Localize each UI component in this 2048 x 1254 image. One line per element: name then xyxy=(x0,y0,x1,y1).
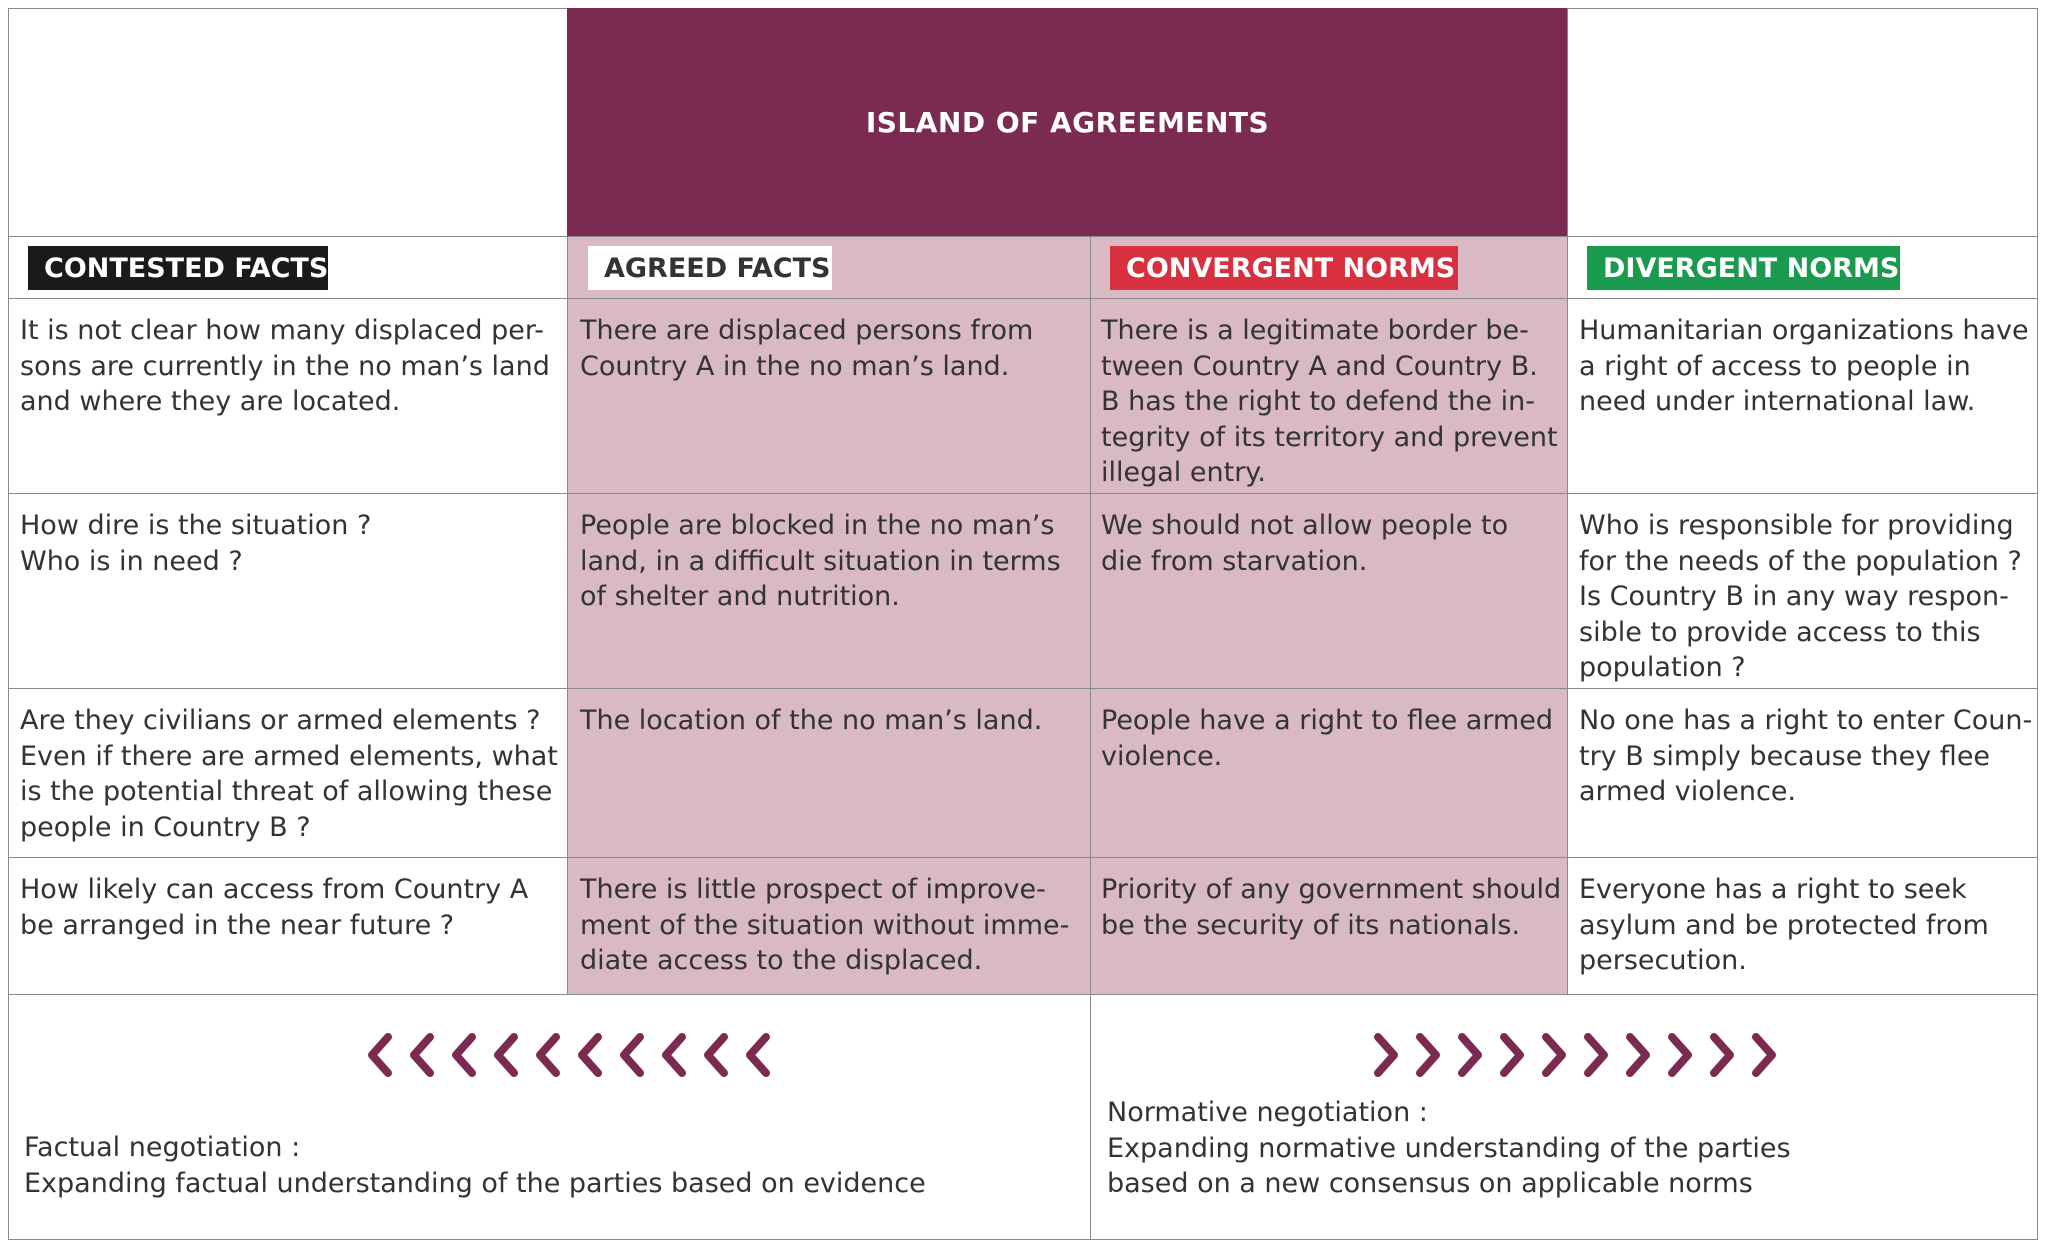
cell-convergent-3: People have a right to flee armed violence. xyxy=(1101,705,1553,772)
cell-contested-3: Are they civilians or armed elements ? Even if there are armed elements, what is the potential threat of allowing these people in Country B ? xyxy=(20,705,558,843)
divider-row2 xyxy=(8,688,2038,689)
chevron-left-icon xyxy=(572,1033,608,1077)
factual-negotiation-description: Expanding factual understanding of the parties based on evidence xyxy=(24,1167,926,1199)
chevron-left-icon xyxy=(446,1033,482,1077)
chevron-left-icon xyxy=(740,1033,776,1077)
factual-negotiation-heading: Factual negotiation : xyxy=(24,1132,301,1163)
label-contested-facts: CONTESTED FACTS xyxy=(28,246,328,290)
divider-col2 xyxy=(1090,236,1091,1240)
cell-divergent-4: Everyone has a right to seek asylum and be protected from persecution. xyxy=(1579,874,1989,976)
divider-labels xyxy=(8,298,2038,299)
chevron-right-icon xyxy=(1704,1033,1740,1077)
cell-agreed-4: There is little prospect of improve- ment of the situation without imme- diate access to the displaced. xyxy=(580,874,1070,976)
divider-row4 xyxy=(8,994,2038,995)
divider-col1 xyxy=(567,236,568,994)
chevron-right-icon xyxy=(1536,1033,1572,1077)
chevron-right-icon xyxy=(1620,1033,1656,1077)
cell-contested-2: How dire is the situation ? Who is in need ? xyxy=(20,510,372,577)
normative-negotiation xyxy=(1107,1095,1791,1202)
cell-convergent-1: There is a legitimate border be- tween Country A and Country B. B has the right to defend the in- tegrity of its territory and prevent illegal entry. xyxy=(1101,315,1558,488)
normative-arrows xyxy=(1368,1033,1782,1077)
normative-negotiation-description-line1: Expanding normative understanding of the parties xyxy=(1107,1132,1791,1164)
chevron-left-icon xyxy=(404,1033,440,1077)
label-divergent-norms: DIVERGENT NORMS xyxy=(1587,246,1900,290)
chevron-left-icon xyxy=(362,1033,398,1077)
cell-divergent-2: Who is responsible for providing for the needs of the population ? Is Country B in any way respon- sible to provide access to this population ? xyxy=(1579,510,2022,683)
normative-negotiation-heading: Normative negotiation : xyxy=(1107,1097,1428,1128)
cell-contested-4: How likely can access from Country A be arranged in the near future ? xyxy=(20,874,529,941)
island-title: ISLAND OF AGREEMENTS xyxy=(865,105,1270,139)
cell-divergent-1: Humanitarian organizations have a right of access to people in need under international law. xyxy=(1579,315,2029,417)
chevron-right-icon xyxy=(1662,1033,1698,1077)
chevron-left-icon xyxy=(656,1033,692,1077)
cell-convergent-2: We should not allow people to die from starvation. xyxy=(1101,510,1509,577)
divider-col3 xyxy=(1567,8,1568,994)
cell-contested-1: It is not clear how many displaced per- sons are currently in the no man’s land and where they are located. xyxy=(20,315,550,417)
divider-header xyxy=(8,236,2038,237)
normative-negotiation-description-line2: based on a new consensus on applicable norms xyxy=(1107,1168,1753,1199)
chevron-right-icon xyxy=(1494,1033,1530,1077)
chevron-left-icon xyxy=(488,1033,524,1077)
cell-agreed-3: The location of the no man’s land. xyxy=(580,705,1043,736)
chevron-right-icon xyxy=(1410,1033,1446,1077)
factual-arrows xyxy=(362,1033,776,1077)
chevron-left-icon xyxy=(530,1033,566,1077)
chevron-right-icon xyxy=(1578,1033,1614,1077)
cell-convergent-4: Priority of any government should be the security of its nationals. xyxy=(1101,874,1562,941)
label-convergent-norms: CONVERGENT NORMS xyxy=(1110,246,1458,290)
chevron-left-icon xyxy=(614,1033,650,1077)
chevron-right-icon xyxy=(1368,1033,1404,1077)
label-agreed-facts: AGREED FACTS xyxy=(588,246,832,290)
chevron-right-icon xyxy=(1452,1033,1488,1077)
divider-row3 xyxy=(8,857,2038,858)
chevron-right-icon xyxy=(1746,1033,1782,1077)
island-header xyxy=(567,8,1568,236)
factual-negotiation xyxy=(24,1130,926,1201)
cell-divergent-3: No one has a right to enter Coun- try B simply because they flee armed violence. xyxy=(1579,705,2033,807)
chevron-left-icon xyxy=(698,1033,734,1077)
cell-agreed-1: There are displaced persons from Country A in the no man’s land. xyxy=(580,315,1034,382)
divider-row1 xyxy=(8,493,2038,494)
cell-agreed-2: People are blocked in the no man’s land, in a difficult situation in terms of shelter and nutrition. xyxy=(580,510,1061,612)
